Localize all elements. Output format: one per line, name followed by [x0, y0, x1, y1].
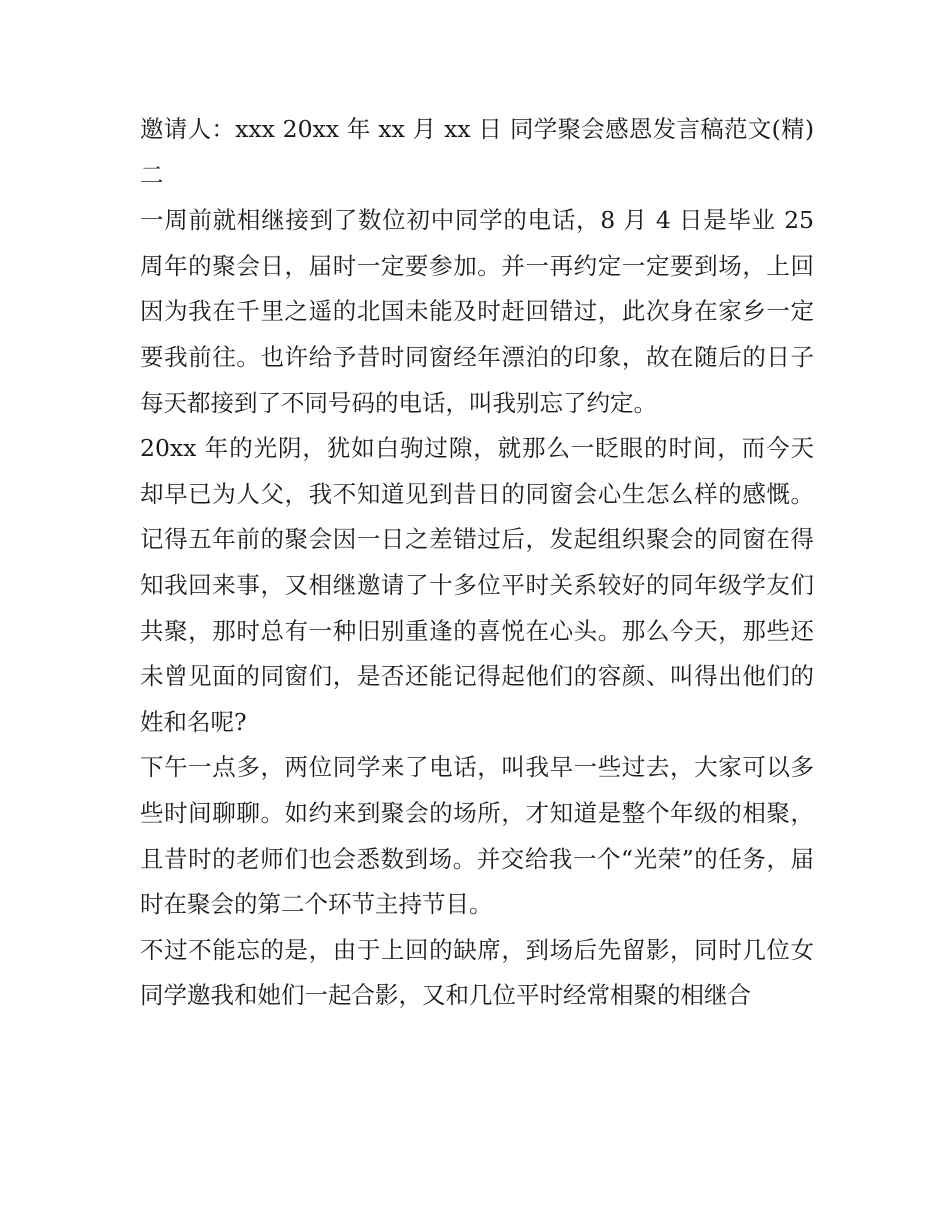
paragraph-group-photos: 不过不能忘的是，由于上回的缺席，到场后先留影，同时几位女同学邀我和她们一起合影，又和几位平时经常相聚的相继合 [140, 935, 814, 1010]
paragraph-invitation-title: 邀请人：xxx 20xx 年 xx 月 xx 日 同学聚会感恩发言稿范文(精)二 [140, 115, 814, 189]
paragraph-phone-calls: 一周前就相继接到了数位初中同学的电话，8 月 4 日是毕业 25 周年的聚会日，届时一定要参加。并一再约定一定要到场，上回因为我在千里之遥的北国未能及时赶回错过，此次身在家乡一定要我前往。也许给予昔时同窗经年漂泊的印象，故在随后的日子每天都接到了不同号码的电话，叫我别忘了约定。 [140, 206, 814, 417]
paragraph-afternoon-arrival: 下午一点多，两位同学来了电话，叫我早一些过去，大家可以多些时间聊聊。如约来到聚会的场所，才知道是整个年级的相聚，且昔时的老师们也会悉数到场。并交给我一个“光荣”的任务，届时在聚会的第二个环节主持节目。 [140, 753, 814, 919]
paragraph-time-passing: 20xx 年的光阴，犹如白驹过隙，就那么一眨眼的时间，而今天却早已为人父，我不知道见到昔日的同窗会心生怎么样的感慨。记得五年前的聚会因一日之差错过后，发起组织聚会的同窗在得知我回来事，又相继邀请了十多位平时关系较好的同年级学友们共聚，那时总有一种旧别重逢的喜悦在心头。那么今天，那些还未曾见面的同窗们，是否还能记得起他们的容颜、叫得出他们的姓和名呢? [140, 434, 814, 736]
document-body [140, 107, 814, 1019]
